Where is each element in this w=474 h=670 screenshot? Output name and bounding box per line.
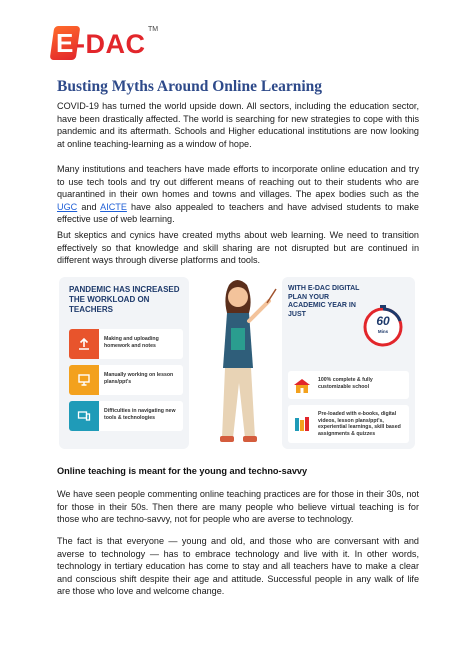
books-icon	[292, 414, 312, 434]
workload-infographic	[57, 273, 417, 453]
workload-card-title: PANDEMIC HAS INCREASED THE WORKLOAD ON TEACHERS	[69, 285, 180, 314]
logo-brand: -DAC	[76, 29, 146, 59]
edac-plan-card	[282, 277, 415, 449]
workload-item-label: Making and uploading homework and notes	[104, 336, 159, 349]
clock-value: 60	[376, 314, 390, 328]
edac-plan-title: WITH E-DAC DIGITAL PLAN YOUR ACADEMIC YEAR IN JUST	[288, 285, 360, 318]
edac-plan-item-label: Pre-loaded with e-books, digital videos, lesson plans/ppt's, experiential learnings, skill based assignments & quizzes	[318, 411, 401, 437]
paragraph-2-text-b: and	[77, 201, 101, 212]
paragraph-5: The fact is that everyone — young and old, and those who are conversant with and averse to technology — has to embrace technology and live with it. In other words, technology in tertiary education has come to stay and all teachers have to make a clear and conscious shift despite their age and attitude. Successful people in any walk of life are those who love and welcome change.	[57, 536, 419, 597]
teacher-illustration	[197, 273, 277, 453]
workload-item	[69, 329, 183, 359]
section-heading: Online teaching is meant for the young and techno-savvy	[57, 466, 308, 476]
paragraph-1: COVID-19 has turned the world upside down. All sectors, including the education sector, have been drastically affected. The world is searching for new strategies to cope with this pandemic and its aftermath. Schools and Higher educational institutions are now looking at online teaching-learning as a window of hope.	[57, 101, 419, 149]
ugc-link[interactable]: UGC	[57, 201, 78, 212]
upload-icon	[69, 329, 99, 359]
paragraph-2-text-c: have also appealed to teachers and have advised students to make effective use of web learning.	[57, 201, 419, 225]
edac-plan-item-label: 100% complete & fully customizable school	[318, 377, 373, 390]
presentation-icon	[69, 365, 99, 395]
workload-item-label: Difficulties in navigating new tools & technologies	[104, 408, 176, 421]
paragraph-2	[57, 163, 419, 226]
paragraph-2-text-a: Many institutions and teachers have made efforts to incorporate online education and try to use tech tools and try out different means of reaching out to their students who are quarantined in their own homes and towns and villages. The apex bodies such as the	[57, 164, 419, 200]
aicte-link[interactable]: AICTE	[100, 201, 127, 212]
paragraph-3: But skeptics and cynics have created myths about web learning. We need to transition effectively so that knowledge and skill sharing are not disrupted but are continued in different ways through diverse platforms and tools.	[57, 230, 419, 266]
page-title: Busting Myths Around Online Learning	[57, 78, 323, 95]
edac-plan-item	[288, 405, 409, 443]
paragraph-4: We have seen people commenting online teaching practices are for those in their 30s, not for those in their 50s. Then there are many people who believe virtual teaching is for those who are techno-savvy, not for people who are averse to technology.	[57, 489, 419, 525]
edac-plan-item	[288, 371, 409, 399]
devices-icon	[69, 401, 99, 431]
school-icon	[292, 376, 312, 396]
edac-logo	[52, 22, 162, 66]
logo-mark-letter: E	[56, 28, 74, 58]
workload-item	[69, 401, 183, 431]
workload-item-label: Manually working on lesson plans/ppt's	[104, 372, 174, 385]
workload-item	[69, 365, 183, 395]
logo-trademark: TM	[148, 26, 159, 33]
workload-card	[59, 277, 189, 449]
clock-unit: Mins	[377, 329, 389, 334]
